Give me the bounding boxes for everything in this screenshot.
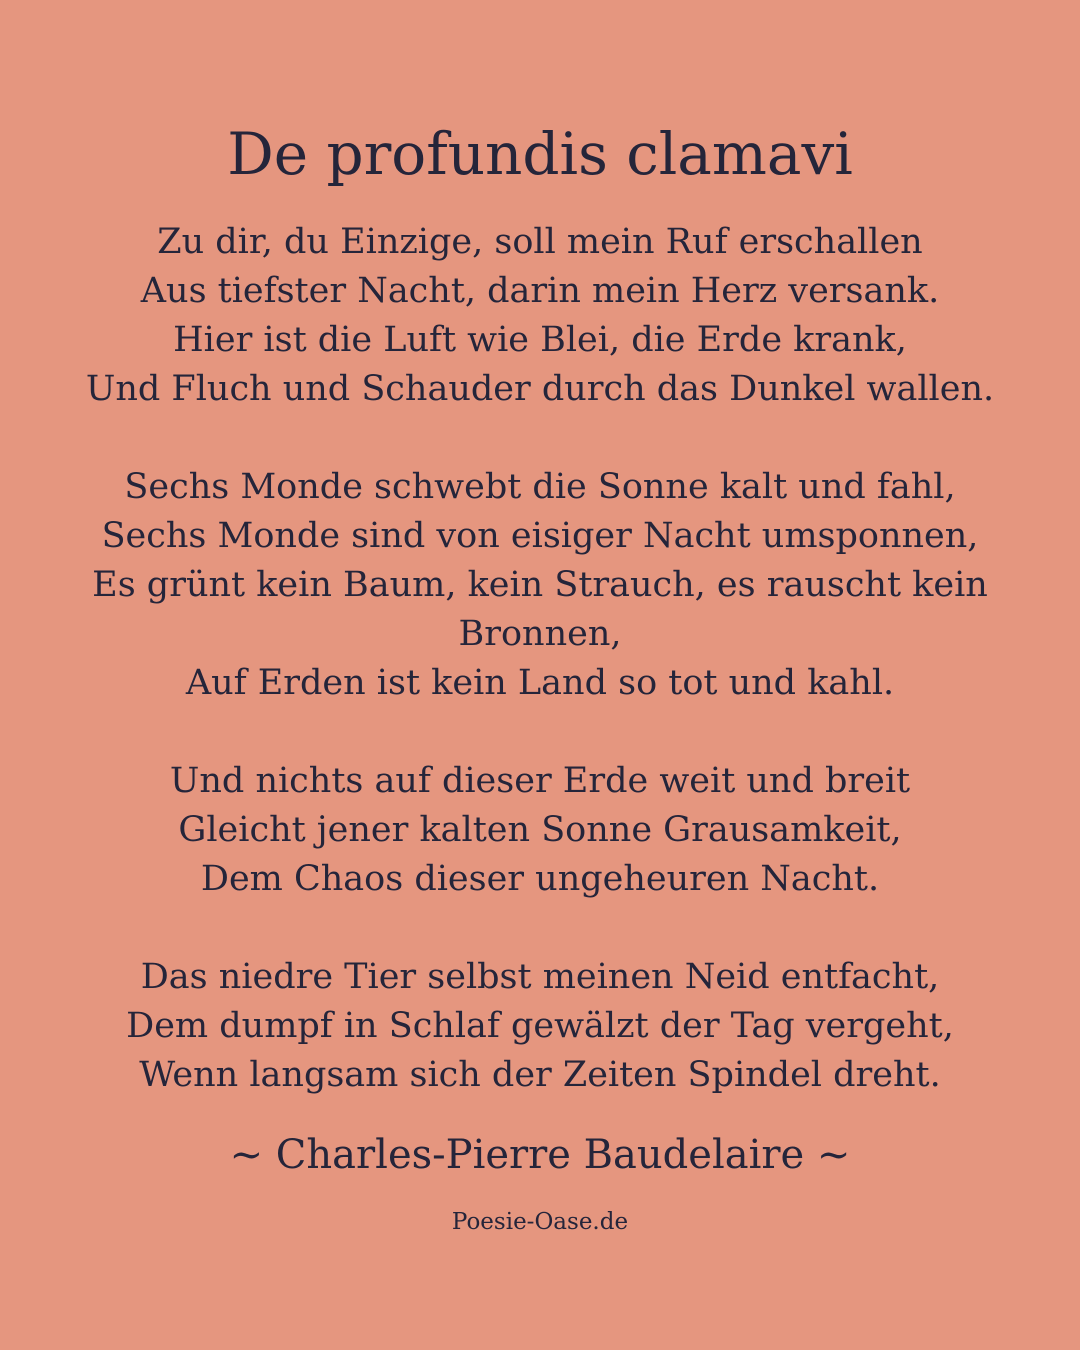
poem-line: Dem Chaos dieser ungeheuren Nacht. [200, 859, 880, 899]
poem-line: Gleicht jener kalten Sonne Grausamkeit, [178, 810, 902, 850]
stanza-1 [60, 218, 1020, 414]
poem-line: Sechs Monde schwebt die Sonne kalt und fahl, [124, 467, 956, 507]
website-credit: Poesie-Oase.de [451, 1209, 629, 1235]
poem-line: Und nichts auf dieser Erde weit und breit [169, 761, 911, 801]
poem-line: Bronnen, [458, 614, 622, 654]
poem-body [60, 218, 1020, 1149]
poem-line: Dem dumpf in Schlaf gewälzt der Tag vergeht, [126, 1006, 954, 1046]
poem-line: Sechs Monde sind von eisiger Nacht umsponnen, [101, 516, 979, 556]
poem-line: Wenn langsam sich der Zeiten Spindel dreht. [139, 1055, 941, 1095]
poem-line: Zu dir, du Einzige, soll mein Ruf erschallen [157, 222, 923, 262]
poem-author: ~ Charles-Pierre Baudelaire ~ [229, 1132, 851, 1178]
poem-line: Auf Erden ist kein Land so tot und kahl. [185, 663, 895, 703]
stanza-2 [60, 463, 1020, 708]
poem-title: De profundis clamavi [227, 120, 853, 188]
stanza-4 [60, 953, 1020, 1100]
poem-line: Aus tiefster Nacht, darin mein Herz versank. [140, 271, 940, 311]
poem-line: Hier ist die Luft wie Blei, die Erde krank, [173, 320, 907, 360]
poem-line: Und Fluch und Schauder durch das Dunkel wallen. [85, 369, 995, 409]
poem-line: Es grünt kein Baum, kein Strauch, es rauscht kein [92, 565, 988, 605]
poem-line: Das niedre Tier selbst meinen Neid entfacht, [140, 957, 940, 997]
stanza-3 [60, 757, 1020, 904]
